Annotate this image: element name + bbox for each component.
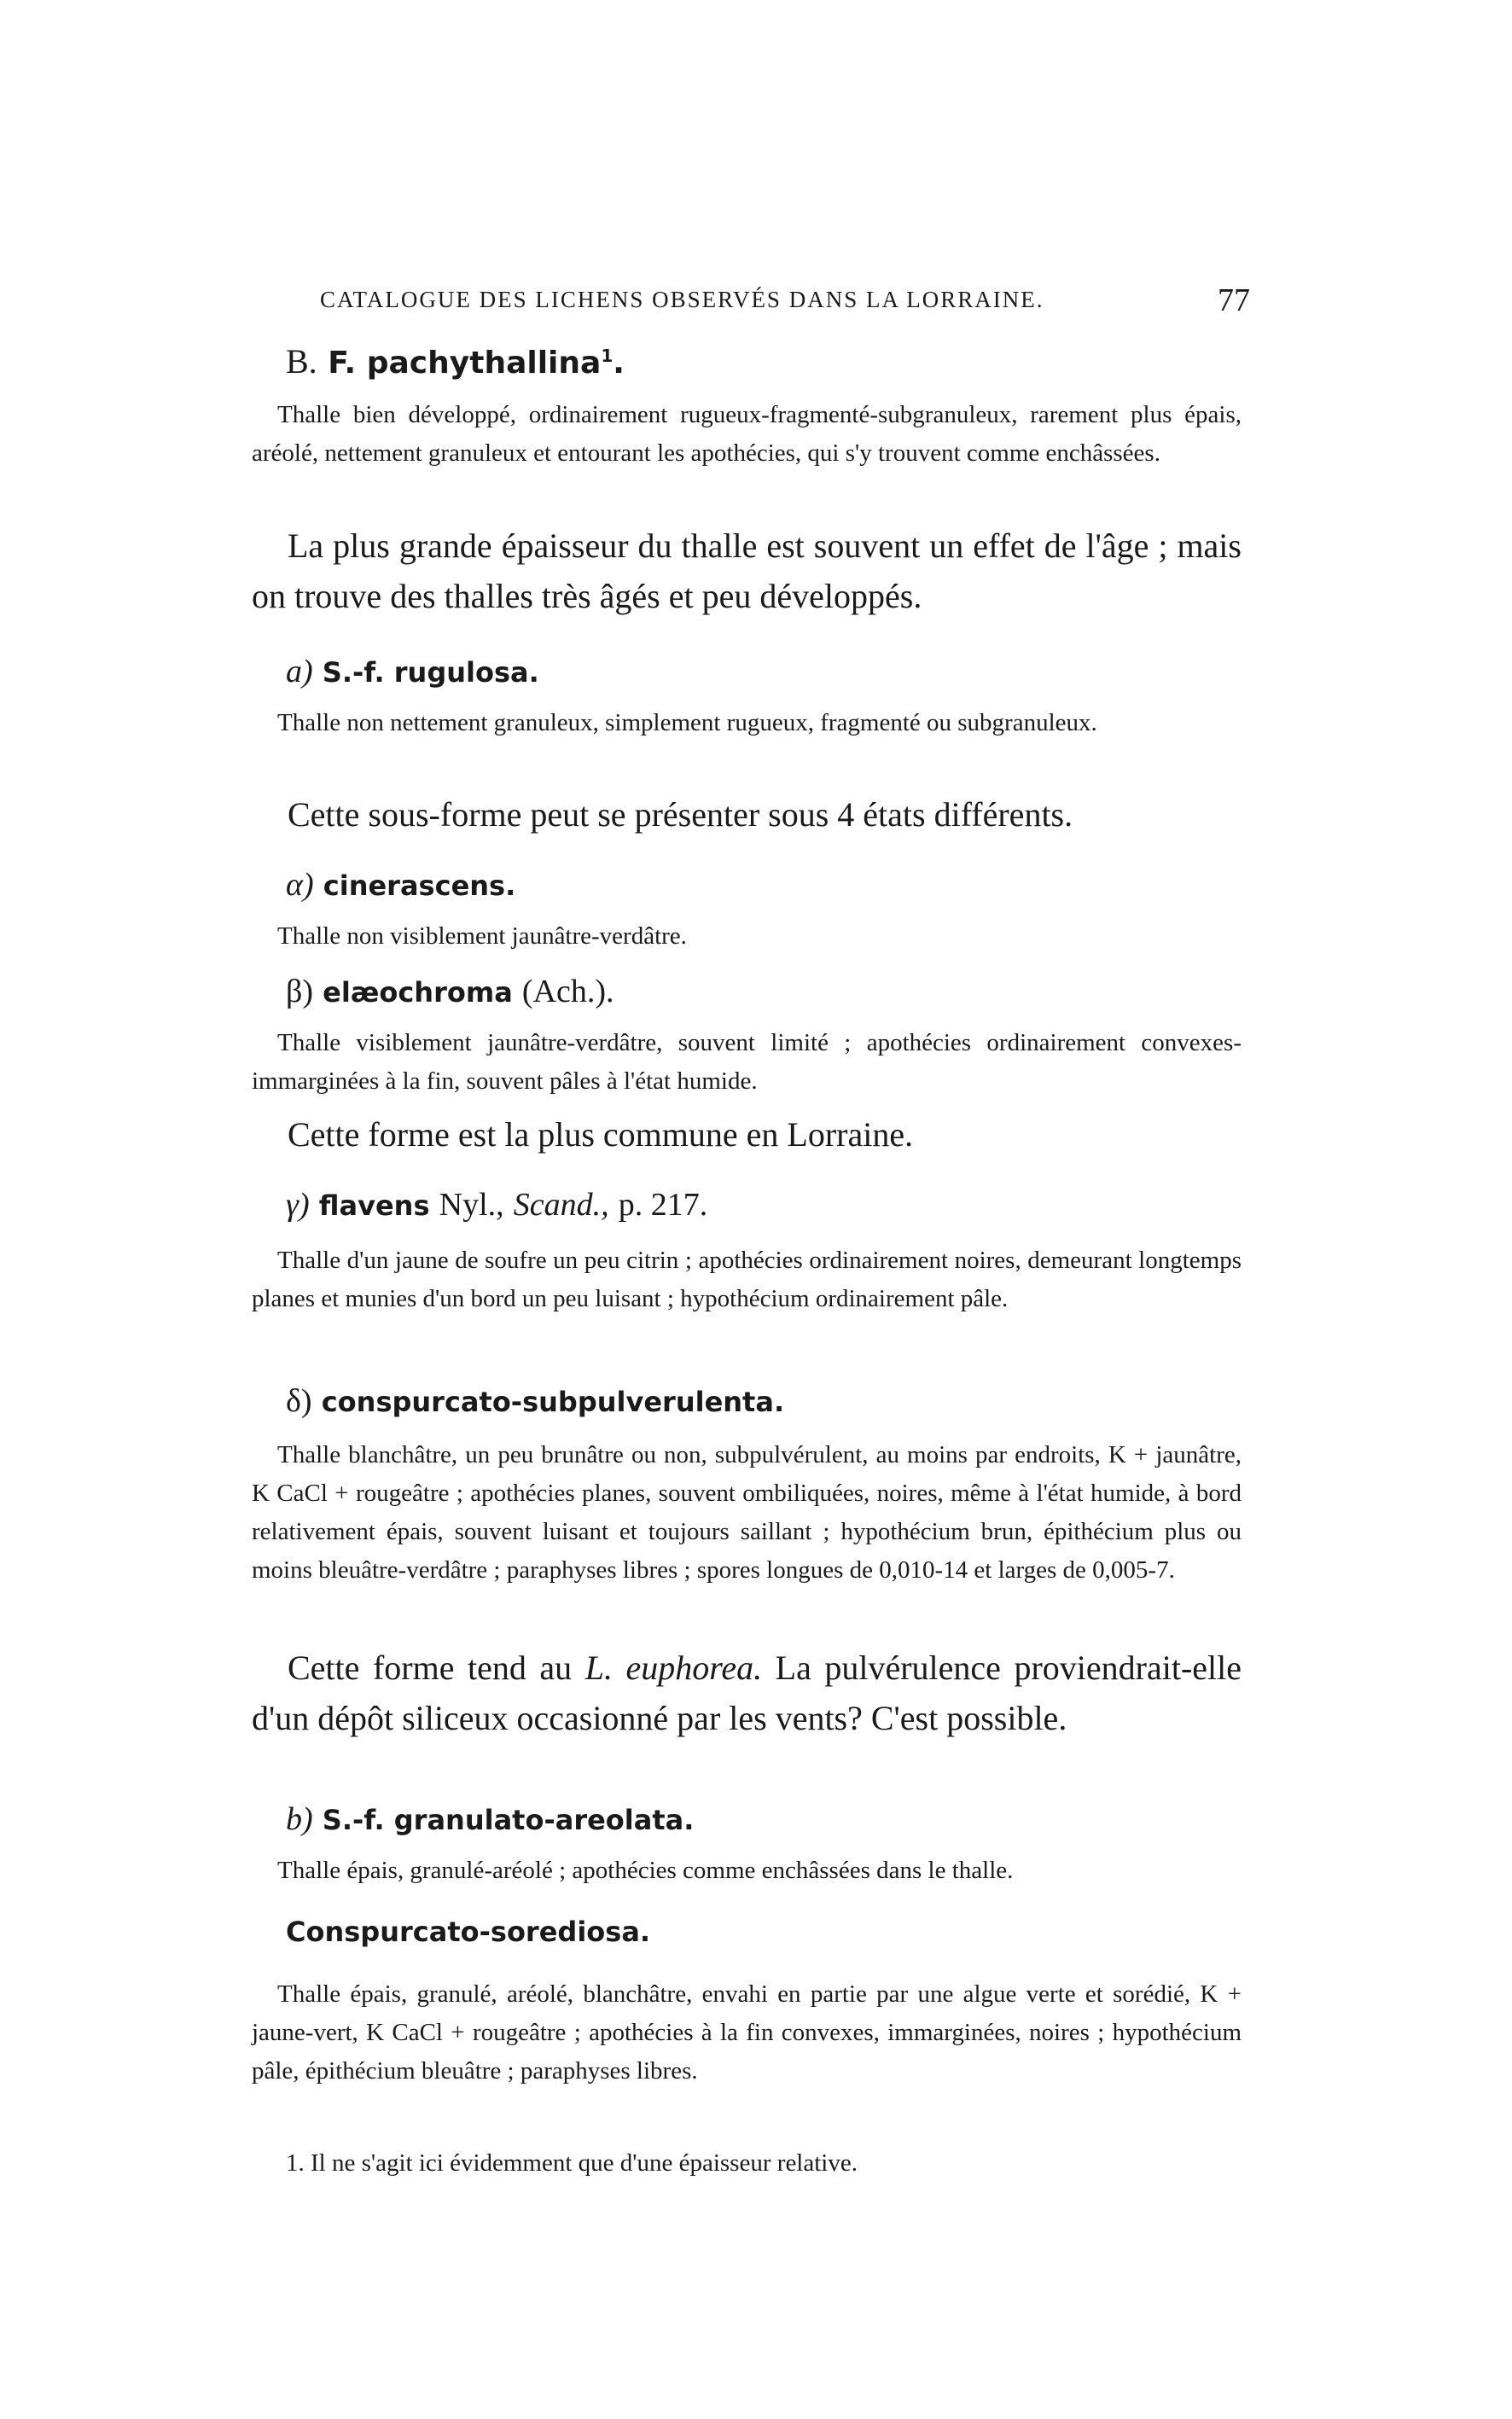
footnote: 1. Il ne s'agit ici évidemment que d'une épaisseur relative. xyxy=(286,2149,858,2177)
alpha-description xyxy=(252,917,1242,956)
paragraph: Cette sous-forme peut se présenter sous 4 états différents. xyxy=(288,795,1073,834)
page-number: 77 xyxy=(1218,282,1250,318)
delta-description xyxy=(252,1436,1242,1590)
subsection-heading xyxy=(252,653,1242,690)
variety-heading xyxy=(252,1186,1242,1224)
paragraph: Thalle bien développé, ordinairement rugueux-fragmenté-subgranuleux, rarement plus épais, aréolé, nettement granuleux et entourant les apothécies, qui s'y trouvent comme enchâssées. xyxy=(252,401,1242,467)
conspurcato-description xyxy=(252,1975,1242,2090)
beta-title xyxy=(252,973,1242,1010)
paragraph xyxy=(252,1643,1242,1743)
alpha-title xyxy=(252,866,1242,904)
section-b-title xyxy=(252,341,1242,381)
variety-marker: γ) xyxy=(286,1187,310,1223)
variety-author: Nyl., xyxy=(439,1187,504,1223)
sub-a-title xyxy=(252,653,1242,690)
paragraph: Thalle épais, granulé, aréolé, blanchâtre, envahi en partie par une algue verte et sorédié, K + jaune-vert, K CaCl + rougeâtre ; apothécies à la fin convexes, immarginées, noires ; hypothécium pâle, épithécium bleuâtre ; paraphyses libres. xyxy=(252,1980,1242,2085)
variety-heading xyxy=(252,1382,1242,1420)
delta-remark xyxy=(252,1643,1242,1743)
paragraph: Cette forme est la plus commune en Lorraine. xyxy=(288,1115,914,1154)
remark-text: La pulvérulence proviendrait-elle d'un dépôt siliceux occasionné par les vents? C'est possible. xyxy=(252,1649,1242,1737)
section-letter: B. xyxy=(286,342,317,381)
running-title: CATALOGUE DES LICHENS OBSERVÉS DANS LA LORRAINE. xyxy=(320,287,1044,312)
subsection-heading xyxy=(252,1800,1242,1838)
subsection-marker: a) xyxy=(286,654,313,689)
sub-a-description xyxy=(252,704,1242,742)
variety-name: cinerascens. xyxy=(323,869,516,902)
section-suffix: . xyxy=(613,346,625,381)
beta-description xyxy=(252,1024,1242,1101)
page-header xyxy=(320,282,1250,324)
variety-heading xyxy=(252,973,1242,1010)
beta-remark xyxy=(252,1109,1242,1160)
variety-name: flavens xyxy=(318,1189,430,1222)
subsection-name: S.-f. granulato-areolata. xyxy=(322,1804,695,1836)
paragraph: Thalle d'un jaune de soufre un peu citrin ; apothécies ordinairement noires, demeurant longtemps planes et munies d'un bord un peu luisant ; hypothécium ordinairement pâle. xyxy=(252,1247,1242,1312)
variety-marker: β) xyxy=(286,974,313,1009)
sub-a-remark xyxy=(252,789,1242,840)
remark-text: Cette forme tend au xyxy=(288,1649,573,1687)
variety-work: Scand., xyxy=(513,1187,609,1223)
subsection-marker: b) xyxy=(286,1801,313,1837)
sub-b-description xyxy=(252,1852,1242,1890)
conspurcato-title xyxy=(252,1916,1242,1948)
gamma-title xyxy=(252,1186,1242,1224)
section-b-remark xyxy=(252,520,1242,621)
sub-b-title xyxy=(252,1800,1242,1838)
form-heading: Conspurcato-sorediosa. xyxy=(286,1916,651,1948)
variety-marker: δ) xyxy=(286,1383,312,1419)
section-name: F. pachythallina xyxy=(328,346,602,381)
variety-name: elæochroma xyxy=(323,976,513,1009)
variety-author: (Ach.). xyxy=(521,974,614,1009)
paragraph: Thalle épais, granulé-aréolé ; apothécies comme enchâssées dans le thalle. xyxy=(277,1857,1014,1884)
variety-marker: α) xyxy=(286,867,314,903)
variety-page: p. 217. xyxy=(618,1187,708,1223)
subsection-name: S.-f. rugulosa. xyxy=(322,656,539,689)
footnote-ref: 1 xyxy=(601,346,614,366)
section-b-description xyxy=(252,396,1242,473)
paragraph: La plus grande épaisseur du thalle est souvent un effet de l'âge ; mais on trouve des thalles très âgés et peu développés. xyxy=(252,526,1242,615)
paragraph: Thalle non nettement granuleux, simplement rugueux, fragmenté ou subgranuleux. xyxy=(277,709,1097,736)
section-heading xyxy=(252,341,1242,381)
variety-heading xyxy=(252,866,1242,904)
delta-title xyxy=(252,1382,1242,1420)
paragraph: Thalle non visiblement jaunâtre-verdâtre. xyxy=(277,922,687,950)
footnote-block xyxy=(252,2146,1242,2180)
paragraph: Thalle visiblement jaunâtre-verdâtre, souvent limité ; apothécies ordinairement convexes-immarginées à la fin, souvent pâles à l'état humide. xyxy=(252,1029,1242,1095)
variety-name: conspurcato-subpulverulenta. xyxy=(321,1386,785,1418)
paragraph: Thalle blanchâtre, un peu brunâtre ou non, subpulvérulent, au moins par endroits, K + jaunâtre, K CaCl + rougeâtre ; apothécies planes, souvent ombiliquées, noires, même à l'état humide, à bord relativement épais, souvent luisant et toujours saillant ; hypothécium brun, épithécium plus ou moins bleuâtre-verdâtre ; paraphyses libres ; spores longues de 0,010-14 et larges de 0,005-7. xyxy=(252,1441,1242,1584)
species-name: L. euphorea. xyxy=(584,1649,763,1687)
gamma-description xyxy=(252,1241,1242,1318)
